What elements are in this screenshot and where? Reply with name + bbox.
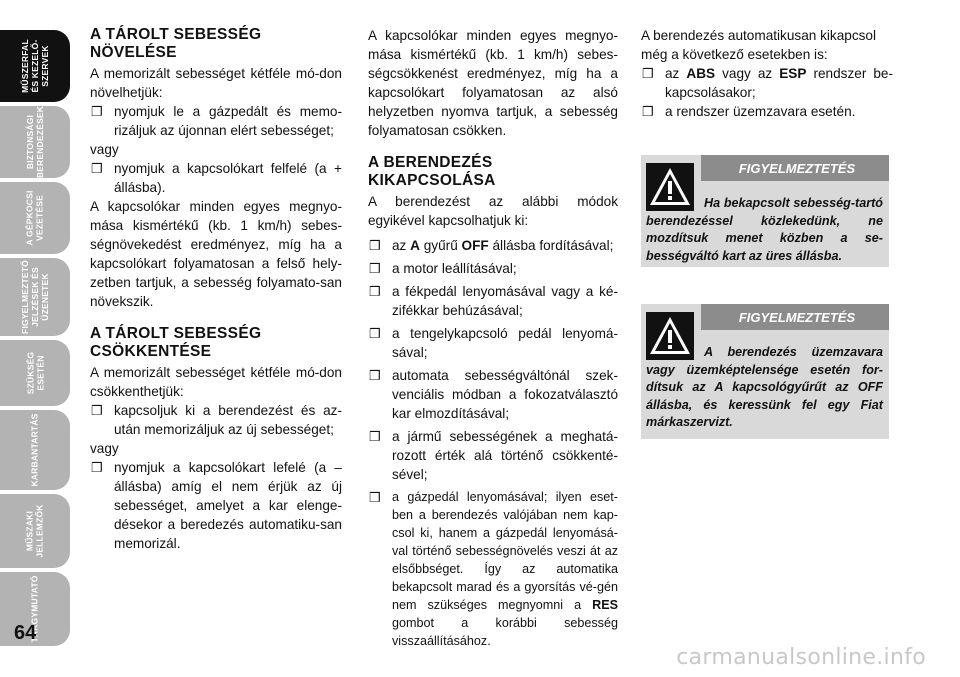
- checkbox-bullet-icon: ❒: [91, 104, 103, 119]
- tab-label: BIZTONSÁGI BERENDEZÉSEK: [25, 105, 45, 179]
- warning-text-body: Ha bekapcsolt sebesség-tartó berendezéssel közlekedünk, ne mozdítsuk menet közben a se-bességváltó kart az üres állásba.: [646, 196, 883, 263]
- column-2: [368, 26, 618, 650]
- tab-muszaki-jellemzok[interactable]: [0, 494, 70, 568]
- list-item: [368, 259, 618, 278]
- checkbox-bullet-icon: ❒: [369, 490, 381, 505]
- list-item-text: vagy az: [715, 66, 780, 81]
- column-3: [641, 26, 893, 121]
- tab-label: MŰSZERFAL ÉS KEZELŐ- SZERVEK: [20, 39, 50, 93]
- abs-label: ABS: [686, 66, 716, 81]
- warning-box: [641, 155, 889, 267]
- checkbox-bullet-icon: ❒: [369, 284, 381, 299]
- checkbox-bullet-icon: ❒: [369, 261, 381, 276]
- list-item-text: az: [665, 66, 687, 81]
- checkbox-bullet-icon: ❒: [91, 403, 103, 418]
- list-item-text: gombot a korábbi sebesség visszaállításához.: [392, 616, 618, 648]
- page-number: 64: [14, 622, 37, 644]
- list-item-text: automata sebességváltónál szek-venciális módban a fokozatválasztó kar elmozdításával;: [392, 368, 618, 421]
- warning-box: [641, 304, 889, 439]
- list-item-text: gyűrű: [419, 238, 462, 253]
- checkbox-bullet-icon: ❒: [369, 238, 381, 253]
- tab-gepkocsi-vezetese[interactable]: [0, 182, 70, 254]
- list-item-text: a rendszer üzemzavara esetén.: [665, 104, 856, 119]
- paragraph: A kapcsolókar minden egyes megnyo-mása kismértékű (kb. 1 km/h) sebes-ségcsökkenést eredményez, míg ha a kapcsolókart folyamatosan az alsó helyzetben nyomva tartjuk, a sebesség folyamatosan csökken.: [368, 28, 618, 138]
- ring-label: A: [410, 238, 420, 253]
- list-item-text: rendszer be-kapcsolásakor;: [665, 66, 894, 100]
- tab-label: TÁRGYMUTATÓ: [29, 575, 40, 643]
- list-item: [90, 159, 342, 197]
- warning-title: FIGYELMEZTETÉS: [738, 161, 856, 176]
- list-item-text: a fékpedál lenyomásával vagy a ké-zifékkar behúzásával;: [392, 284, 618, 318]
- list-item-text: kapcsoljuk ki a berendezést és az-után memorizáljuk az új sebességet;: [114, 403, 342, 437]
- list-item: [641, 102, 893, 121]
- tab-label: FIGYELMEZTETŐ JELZÉSEK ÉS ÜZENETEK: [20, 260, 50, 334]
- res-label: RES: [592, 598, 618, 612]
- paragraph: A berendezést az alábbi módok egyikével kapcsolhatjuk ki:: [368, 194, 618, 228]
- list-item-text: nyomjuk le a gázpedált és memo-rizáljuk az újonnan elért sebességet;: [114, 104, 342, 138]
- warning-title: FIGYELMEZTETÉS: [738, 310, 856, 325]
- tab-label: MŰSZAKI JELLEMZŐK: [25, 504, 45, 558]
- list-item: [90, 401, 342, 439]
- checkbox-bullet-icon: ❒: [369, 326, 381, 341]
- tab-label: A GÉPKOCSI VEZETÉSE: [25, 190, 45, 246]
- list-item-text: a jármű sebességének a meghatá-rozott érték alá történő csökkenté-sével;: [392, 429, 618, 482]
- list-item: [368, 324, 618, 362]
- tab-karbantartas[interactable]: [0, 410, 70, 490]
- checkbox-bullet-icon: ❒: [642, 66, 654, 81]
- list-item: [368, 488, 618, 650]
- tab-szukseg-eseten[interactable]: [0, 340, 70, 406]
- list-item-text: nyomjuk a kapcsolókart felfelé (a + állásba).: [114, 161, 342, 195]
- tab-biztonsagi[interactable]: [0, 106, 70, 178]
- paragraph: A memorizált sebességet kétféle mó-don növelhetjük:: [90, 66, 342, 100]
- watermark: carmanualsonline.info: [676, 645, 926, 670]
- list-item: [368, 427, 618, 484]
- list-item: [90, 458, 342, 553]
- paragraph: A kapcsolókar minden egyes megnyo-mása kismértékű (kb. 1 km/h) sebes-ségnövekedést eredményez, míg ha a kapcsolókart folyamatosan a felső hely-zetben tartjuk, a sebesség folyamato-san növekszik.: [90, 199, 342, 309]
- checkbox-bullet-icon: ❒: [369, 368, 381, 383]
- warning-text: [646, 195, 883, 265]
- list-item-text: a tengelykapcsoló pedál lenyomá-sával;: [392, 326, 618, 360]
- list-item: [90, 102, 342, 140]
- checkbox-bullet-icon: ❒: [642, 104, 654, 119]
- warning-text: [646, 344, 883, 432]
- list-item-text: a motor leállításával;: [392, 261, 517, 276]
- list-item-text: nyomjuk a kapcsolókart lefelé (a – állásba) amíg el nem érjük az új sebességet, amelyet a kar elenge-désekor a beredezés automatiku-san memorizál.: [114, 460, 342, 551]
- paragraph: A berendezés automatikusan kikapcsol még a következő esetekben is:: [641, 28, 877, 62]
- checkbox-bullet-icon: ❒: [91, 460, 103, 475]
- list-item: [368, 366, 618, 423]
- paragraph: vagy: [90, 441, 119, 456]
- column-1: [90, 26, 342, 553]
- list-item: [368, 236, 618, 255]
- off-label: OFF: [461, 238, 489, 253]
- esp-label: ESP: [779, 66, 807, 81]
- section-heading: A BERENDEZÉS KIKAPCSOLÁSA: [368, 154, 496, 189]
- paragraph: A memorizált sebességet kétféle mó-don csökkenthetjük:: [90, 365, 342, 399]
- list-item-text: a gázpedál lenyomásával; ilyen eset-ben a berendezés valójában nem kap-csol ki, hanem a gázpedál lenyomásá-val történő sebességnövelés veszi át az elsőbbséget. Így az automatika bekapcsolt marad és a gyorsítás vé-gén nem szükséges megnyomni a: [392, 490, 618, 612]
- list-item: [368, 282, 618, 320]
- warning-text-body: A berendezés üzemzavara vagy üzemképtelensége esetén for-dítsuk az A kapcsológyűrűt az OFF állásba, és keressünk fel egy Fiat márkaszervizt.: [646, 345, 883, 429]
- list-item: [641, 64, 893, 102]
- tab-muszerfal[interactable]: [0, 30, 70, 102]
- list-item-text: az: [392, 238, 411, 253]
- section-heading: A TÁROLT SEBESSÉG CSÖKKENTÉSE: [90, 325, 262, 360]
- paragraph: vagy: [90, 142, 119, 157]
- tab-label: SZÜKSÉG ESETÉN: [25, 351, 45, 395]
- list-item-text: állásba fordításával;: [488, 238, 614, 253]
- tab-figyelmezteto[interactable]: [0, 258, 70, 336]
- checkbox-bullet-icon: ❒: [369, 429, 381, 444]
- checkbox-bullet-icon: ❒: [91, 161, 103, 176]
- section-heading: A TÁROLT SEBESSÉG NÖVELÉSE: [90, 26, 262, 61]
- tab-label: KARBANTARTÁS: [30, 413, 41, 487]
